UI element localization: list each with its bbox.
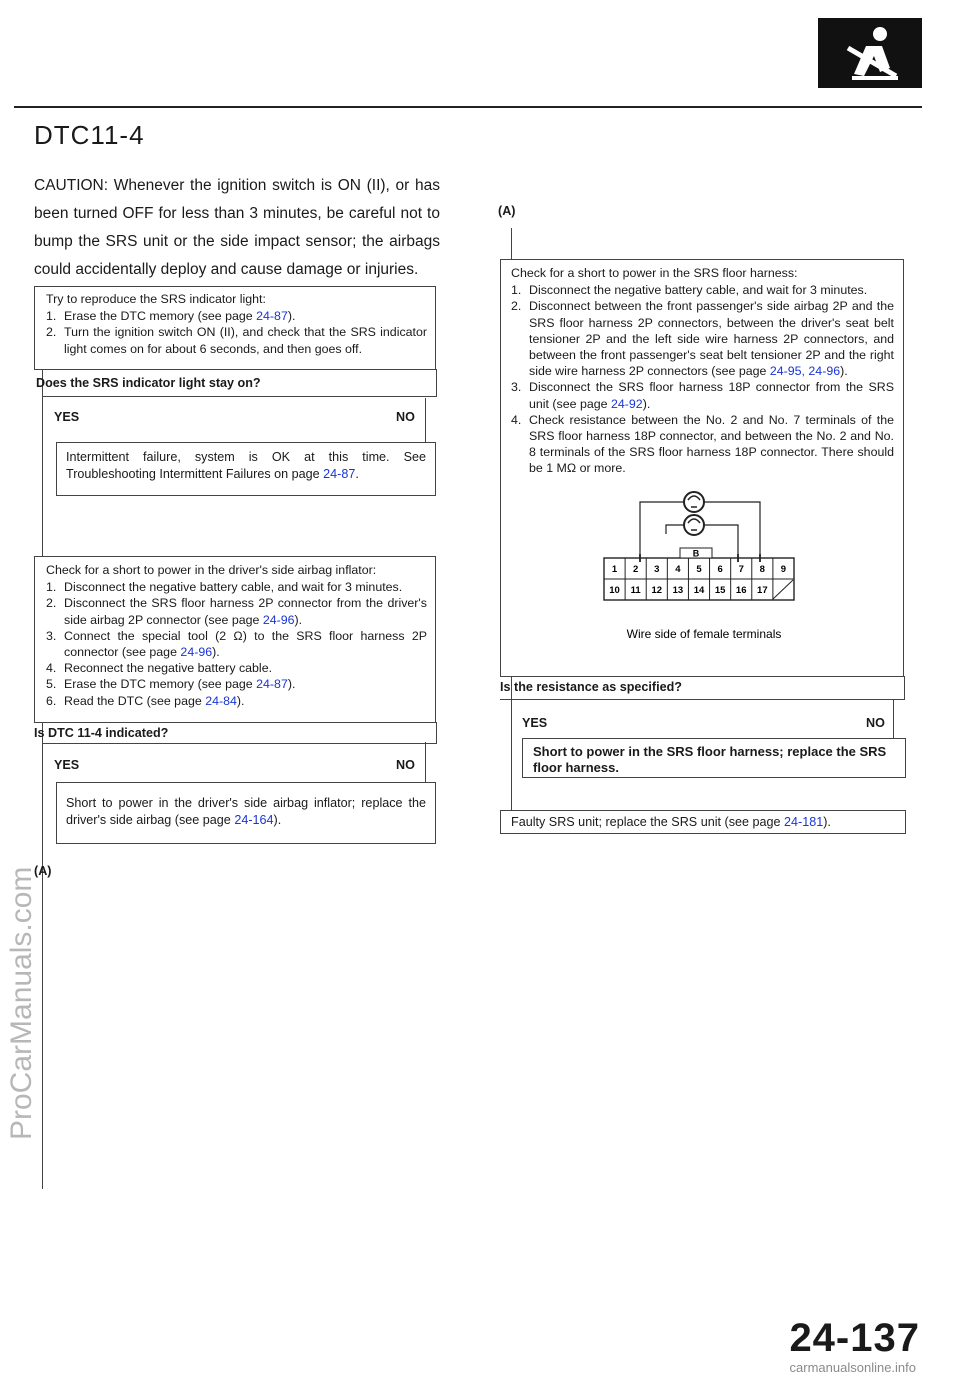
question-indicator-stay-on: Does the SRS indicator light stay on? [36, 376, 261, 390]
terminal-8: 8 [759, 564, 765, 575]
terminal-2: 2 [633, 564, 639, 575]
terminal-13: 13 [672, 585, 684, 596]
list-item: 4. Check resistance between the No. 2 and No. 7 terminals of the SRS floor harness 18P connector, and between the No. 2 and No. 8 terminals of the SRS floor harness 18P connector. There should be 1 MΩ or more. [511, 412, 894, 476]
terminal-12: 12 [651, 585, 663, 596]
terminal-14: 14 [693, 585, 705, 596]
page-link[interactable]: 24-181 [784, 815, 824, 829]
step-inflator-box [34, 556, 436, 723]
terminal-7: 7 [738, 564, 744, 575]
connector-diagram [596, 488, 826, 640]
terminal-15: 15 [714, 585, 726, 596]
lock-label: B [692, 548, 700, 559]
step-reproduce-box [34, 286, 436, 370]
question-rule [42, 743, 436, 744]
question-dtc-indicated: Is DTC 11-4 indicated? [34, 726, 169, 740]
step-reproduce-head: Try to reproduce the SRS indicator light: [46, 292, 266, 306]
intermittent-failure-box: Intermittent failure, system is OK at this time. See Troubleshooting Intermittent Failures on page 24-87. [56, 442, 436, 496]
terminal-3: 3 [654, 564, 660, 575]
flow-line-no-2 [425, 742, 426, 782]
diagram-caption: Wire side of female terminals [626, 627, 782, 640]
answer-no: NO [396, 758, 415, 772]
list-item: 4. Reconnect the negative battery cable. [46, 661, 273, 676]
page-link[interactable]: 24-92 [610, 396, 643, 411]
terminal-11: 11 [630, 585, 641, 596]
faulty-srs-unit-box: Faulty SRS unit; replace the SRS unit (see page 24-181). [500, 810, 906, 834]
terminal-10: 10 [609, 585, 620, 596]
terminal-1: 1 [611, 564, 618, 575]
question-rule-right [436, 722, 437, 744]
short-floor-harness-box: Short to power in the SRS floor harness; replace the SRS floor harness. [522, 738, 906, 778]
page-title: DTC11-4 [34, 120, 145, 150]
list-item: 3. Connect the special tool (2 Ω) to the SRS floor harness 2P connector (see page 24-96). [46, 628, 427, 660]
page-link[interactable]: 24-84 [205, 693, 237, 708]
list-item: 1. Disconnect the negative battery cable, and wait for 3 minutes. [511, 283, 868, 298]
seatbelt-airbag-icon [818, 18, 922, 88]
step-floor-harness-head: Check for a short to power in the SRS floor harness: [511, 266, 798, 280]
page-link[interactable]: 24-96 [180, 645, 213, 660]
list-item: 5. Erase the DTC memory (see page 24-87). [46, 677, 296, 692]
question-rule [42, 396, 436, 397]
list-item: 2. Turn the ignition switch ON (II), and check that the SRS indicator light comes on for about 6 seconds, and then goes off. [46, 325, 427, 356]
answer-no: NO [866, 716, 885, 730]
terminal-4: 4 [675, 564, 681, 575]
answer-yes: YES [522, 716, 548, 730]
page-number: 24-137 [789, 1316, 920, 1360]
connector-label-a: (A) [34, 864, 52, 878]
question-rule-right [436, 369, 437, 397]
page-link[interactable]: 24-87 [256, 309, 288, 324]
answer-yes: YES [54, 758, 80, 772]
flow-line-right-top [511, 228, 512, 260]
flow-line-right-no [893, 700, 894, 738]
answer-yes: YES [54, 410, 80, 424]
connector-label-a: (A) [498, 204, 516, 218]
list-item: 1. Disconnect the negative battery cable, and wait for 3 minutes. [46, 580, 403, 595]
watermark-bottom: carmanualsonline.info [789, 1360, 916, 1375]
terminal-5: 5 [696, 564, 702, 575]
watermark-side: ProCarManuals.com [5, 866, 38, 1140]
page-link[interactable]: 24-87 [323, 467, 356, 481]
terminal-17: 17 [757, 585, 768, 596]
flow-line-left-exit [42, 830, 43, 850]
header-rule [14, 106, 922, 108]
question-rule-right [904, 676, 905, 700]
step-inflator-head: Check for a short to power in the driver's side airbag inflator: [46, 563, 377, 577]
page-link[interactable]: 24-164 [234, 813, 274, 827]
list-item: 2. Disconnect between the front passenger's side airbag 2P and the SRS floor harness 2P connectors, between the driver's seat belt tensioner 2P and the left side wire harness 2P connectors, and between the front passenger's seat belt tensioner 2P and the right side wire harness 2P connectors (see page 24-95, 24-96). [511, 299, 894, 379]
terminal-6: 6 [717, 564, 723, 575]
list-item: 2. Disconnect the SRS floor harness 2P connector from the driver's side airbag 2P connector (see page 24-96). [46, 596, 427, 627]
list-item: 1. Erase the DTC memory (see page 24-87). [46, 309, 296, 324]
list-item: 3. Disconnect the SRS floor harness 18P connector from the SRS unit (see page 24-92). [511, 380, 894, 411]
flow-line-left-main [42, 369, 43, 1189]
page-link[interactable]: 24-95, 24-96 [769, 364, 841, 379]
caution-text: CAUTION: Whenever the ignition switch is ON (II), or has been turned OFF for less than 3 minutes, be careful not to bump the SRS unit or the side impact sensor; the airbags could accidentally deploy and cause damage or injuries. [34, 177, 440, 278]
page-link[interactable]: 24-87 [256, 677, 288, 692]
flow-line-right-yes [511, 676, 512, 812]
list-item: 6. Read the DTC (see page 24-84). [46, 693, 245, 708]
short-inflator-box: Short to power in the driver's side airbag inflator; replace the driver's side airbag (see page 24-164). [56, 782, 436, 844]
flow-line-no-1 [425, 398, 426, 442]
question-resistance: Is the resistance as specified? [500, 680, 682, 694]
terminal-9: 9 [780, 564, 787, 575]
question-rule [500, 699, 904, 700]
terminal-16: 16 [735, 585, 747, 596]
page-link[interactable]: 24-96 [262, 612, 295, 627]
answer-no: NO [396, 410, 415, 424]
